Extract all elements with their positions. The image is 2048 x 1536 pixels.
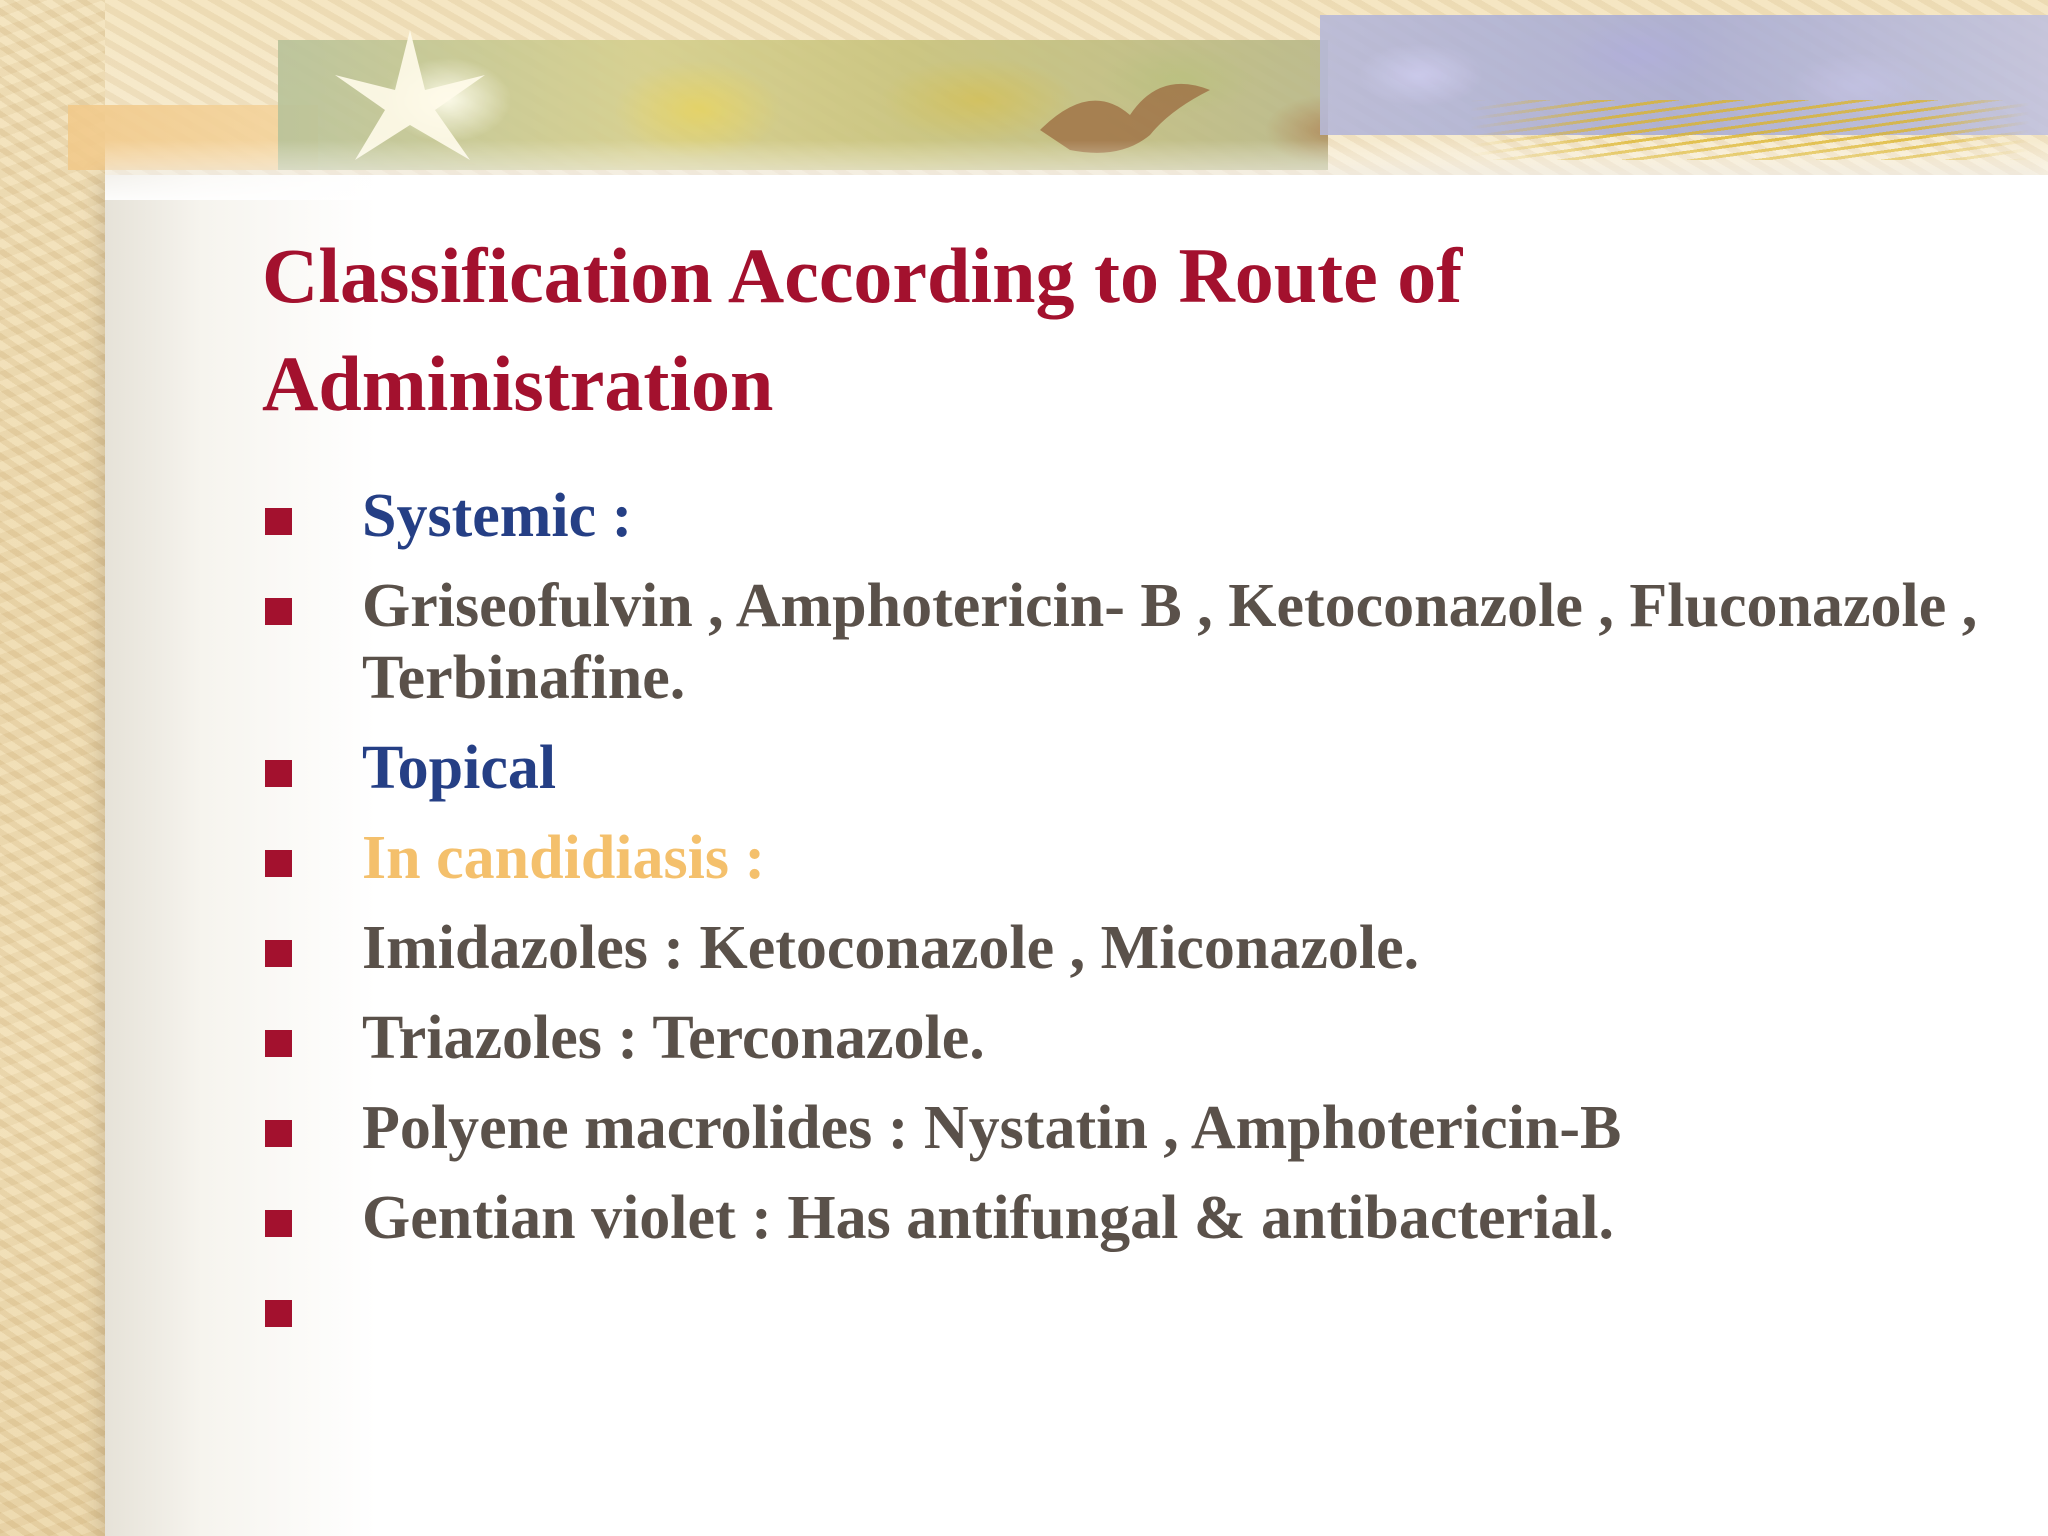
square-bullet-icon xyxy=(265,850,292,877)
slide-title: Classification According to Route of Administration xyxy=(262,232,1463,427)
bullet-item-gentian xyxy=(262,1182,1982,1254)
bullet-item-topical xyxy=(262,732,1982,804)
bullet-list xyxy=(262,480,1982,1362)
bullet-item-triazoles xyxy=(262,1002,1982,1074)
left-parchment-strip xyxy=(0,0,105,1536)
bullet-text: Gentian violet : Has antifungal & antibacterial. xyxy=(362,1184,1615,1252)
bullet-item-systemic xyxy=(262,480,1982,552)
square-bullet-icon xyxy=(265,1120,292,1147)
square-bullet-icon xyxy=(265,940,292,967)
square-bullet-icon xyxy=(265,1030,292,1057)
bullet-text: Topical xyxy=(362,734,557,802)
bullet-item-systemic-drugs xyxy=(262,570,1982,714)
bullet-item-polyene xyxy=(262,1092,1982,1164)
bullet-text: Polyene macrolides : Nystatin , Amphotericin-B xyxy=(362,1094,1622,1162)
square-bullet-icon xyxy=(265,760,292,787)
bullet-text: Triazoles : Terconazole. xyxy=(362,1004,985,1072)
square-bullet-icon xyxy=(265,1210,292,1237)
square-bullet-icon xyxy=(265,508,292,535)
square-bullet-icon xyxy=(265,1300,292,1327)
bullet-item-candidiasis xyxy=(262,822,1982,894)
bullet-item-empty xyxy=(262,1272,1982,1344)
bullet-text: In candidiasis : xyxy=(362,824,766,892)
bullet-text: Imidazoles : Ketoconazole , Miconazole. xyxy=(362,914,1420,982)
bullet-item-imidazoles xyxy=(262,912,1982,984)
banner-fade xyxy=(105,140,2048,200)
bullet-text: Systemic : xyxy=(362,482,633,550)
bullet-text: Griseofulvin , Amphotericin- B , Ketoconazole , Fluconazole , Terbinafine. xyxy=(362,572,1978,712)
square-bullet-icon xyxy=(265,598,292,625)
